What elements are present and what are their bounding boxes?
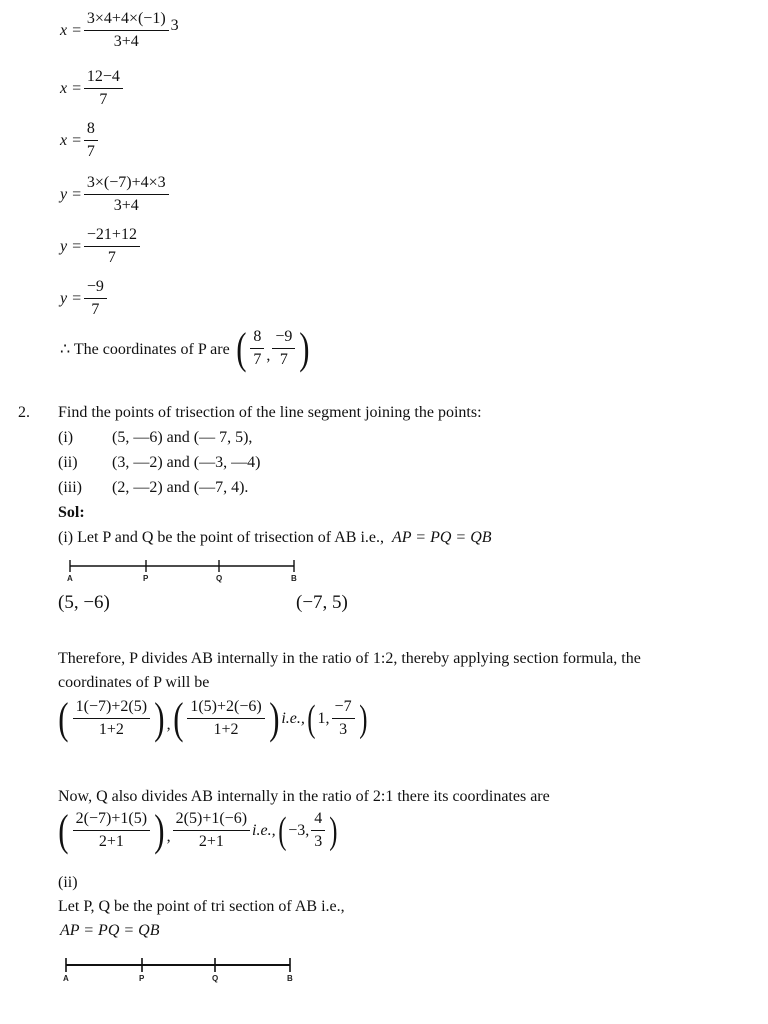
part2-relation: AP = PQ = QB [60, 922, 160, 939]
q-explanation: Now, Q also divides AB internally in the ratio of 2:1 there its coordinates are [58, 788, 550, 805]
diagram-label-q: Q [212, 974, 219, 983]
eq-y-simplify: y = $\frac{-21+12}{7}$ [60, 224, 142, 269]
question-part-label: (ii) [58, 454, 78, 471]
question-part-label: (i) [58, 429, 74, 446]
solution-heading: Sol: [58, 504, 85, 521]
fraction: $\frac{3\times 4+4\times(-1)}{3+4}$ [84, 8, 169, 53]
point-a-coords: (5, −6) [58, 592, 110, 613]
diagram-label-p: P [139, 974, 145, 983]
eq-y-result: y = $\frac{-9}{7}$ [60, 276, 109, 321]
part2-label: (ii) [58, 874, 78, 891]
eq-y-substitution: y = $\frac{3\times(-7)+4\times 3}{3+4}$ [60, 172, 171, 217]
diagram-label-q: Q [216, 574, 223, 583]
eq-x-simplify: x = $\frac{12-4}{7}$ [60, 66, 125, 111]
part1-intro: (i) Let P and Q be the point of trisection of AB i.e., AP = PQ = QB [58, 529, 492, 546]
diagram-label-a: A [63, 974, 69, 983]
diagram-label-p: P [143, 574, 149, 583]
question-part-text: (3, —2) and (—3, —4) [112, 454, 261, 471]
question-part-text: (5, —6) and (— 7, 5), [112, 429, 253, 446]
conclusion-line: ∴ The coordinates of P are ( $\frac{8}{7}$ , $\frac{-9}{7}$ ) [60, 323, 310, 373]
q-section-formula: ( $\frac{2(-7)+1(5)}{2+1}$ ) , $\frac{2(5)+1(-6)}{2+1}$ i.e., ( −3, $\frac{4}{3}$ ) [58, 805, 338, 855]
diagram-label-b: B [287, 974, 293, 983]
point-b-coords: (−7, 5) [296, 592, 348, 613]
eq-x-result: x = $\frac{8}{7}$ [60, 118, 100, 163]
question-number: 2. [18, 404, 30, 421]
segment-diagram-2 [58, 955, 318, 985]
question-part-label: (iii) [58, 479, 82, 496]
p-explanation-line2: coordinates of P will be [58, 674, 210, 691]
question-text: Find the points of trisection of the line segment joining the points: [58, 404, 482, 421]
eq-x-substitution: x = $\frac{3\times 4+4\times(-1)}{3+4}$ 3 [60, 8, 179, 53]
diagram-label-a: A [67, 574, 73, 583]
part2-intro: Let P, Q be the point of tri section of AB i.e., [58, 898, 345, 915]
segment-diagram-1 [62, 556, 322, 586]
p-explanation-line1: Therefore, P divides AB internally in the ratio of 1:2, thereby applying section formula, the [58, 650, 641, 667]
diagram-label-b: B [291, 574, 297, 583]
p-section-formula: ( $\frac{1(-7)+2(5)}{1+2}$ ) , ( $\frac{1(5)+2(-6)}{1+2}$ ) i.e., ( 1, $\frac{-7}{3}$ ) [58, 693, 368, 743]
question-part-text: (2, —2) and (—7, 4). [112, 479, 249, 496]
